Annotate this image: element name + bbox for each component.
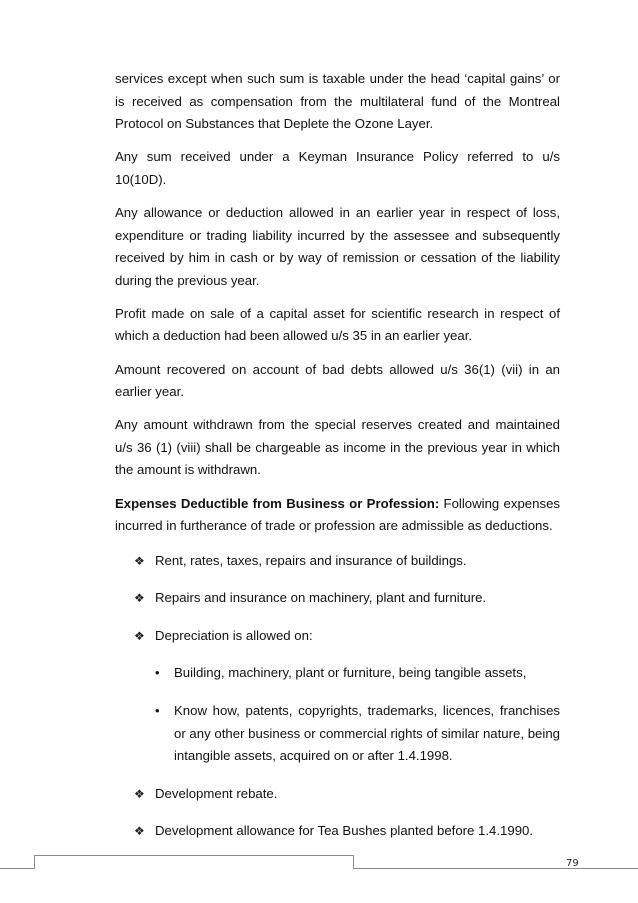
sub-list-item-text: Know how, patents, copyrights, trademarks, licences, franchises or any other business or commercial rights of similar nature, being intangible assets, acquired on or after 1.4.1998. <box>174 703 560 764</box>
sub-list-item-text: Building, machinery, plant or furniture, being tangible assets, <box>174 665 527 681</box>
footer-tab <box>34 855 354 869</box>
page-body <box>115 68 560 858</box>
list-item <box>115 625 560 648</box>
diamond-bullet-icon: ❖ <box>134 591 145 606</box>
paragraph-allowance-deduction: Any allowance or deduction allowed in an earlier year in respect of loss, expenditure or trading liability incurred by the assessee and subsequently received by him in cash or by way of remission or cessation of the liability during the previous year. <box>115 204 560 288</box>
page-number: 79 <box>566 858 579 869</box>
sub-list-item <box>115 662 560 685</box>
section-intro: Following expenses incurred in furtherance of trade or profession are admissible as deductions. <box>115 495 560 534</box>
diamond-bullet-icon: ❖ <box>134 553 145 568</box>
sub-list-item <box>115 700 560 768</box>
section-heading: Expenses Deductible from Business or Profession: <box>115 495 440 511</box>
bullet-icon: • <box>155 703 160 719</box>
paragraph-bad-debts: Amount recovered on account of bad debts allowed u/s 36(1) (vii) in an earlier year. <box>115 361 560 400</box>
list-item <box>115 550 560 573</box>
list-item-text: Rent, rates, taxes, repairs and insurance of buildings. <box>155 552 467 568</box>
paragraph-continuation: services except when such sum is taxable under the head ‘capital gains’ or is received as compensation from the multilateral fund of the Montreal Protocol on Substances that Deplete the Ozone Layer. <box>115 71 560 132</box>
bullet-icon: • <box>155 665 160 681</box>
paragraph-special-reserves: Any amount withdrawn from the special reserves created and maintained u/s 36 (1) (viii) shall be chargeable as income in the previous year in which the amount is withdrawn. <box>115 417 560 478</box>
diamond-bullet-icon: ❖ <box>134 628 145 643</box>
list-item-text: Depreciation is allowed on: <box>155 627 313 643</box>
paragraph-keyman-insurance: Any sum received under a Keyman Insurance Policy referred to u/s 10(10D). <box>115 149 560 187</box>
list-item-text: Development rebate. <box>155 785 278 801</box>
list-item <box>115 587 560 610</box>
paragraph-expenses-deductible <box>115 493 560 538</box>
diamond-bullet-icon: ❖ <box>134 786 145 801</box>
list-item <box>115 783 560 806</box>
paragraph-scientific-research: Profit made on sale of a capital asset for scientific research in respect of which a deduction had been allowed u/s 35 in an earlier year. <box>115 305 560 344</box>
diamond-bullet-icon: ❖ <box>134 824 145 839</box>
list-item-text: Development allowance for Tea Bushes planted before 1.4.1990. <box>155 823 534 839</box>
list-item-text: Repairs and insurance on machinery, plant and furniture. <box>155 590 487 606</box>
list-item <box>115 820 560 843</box>
